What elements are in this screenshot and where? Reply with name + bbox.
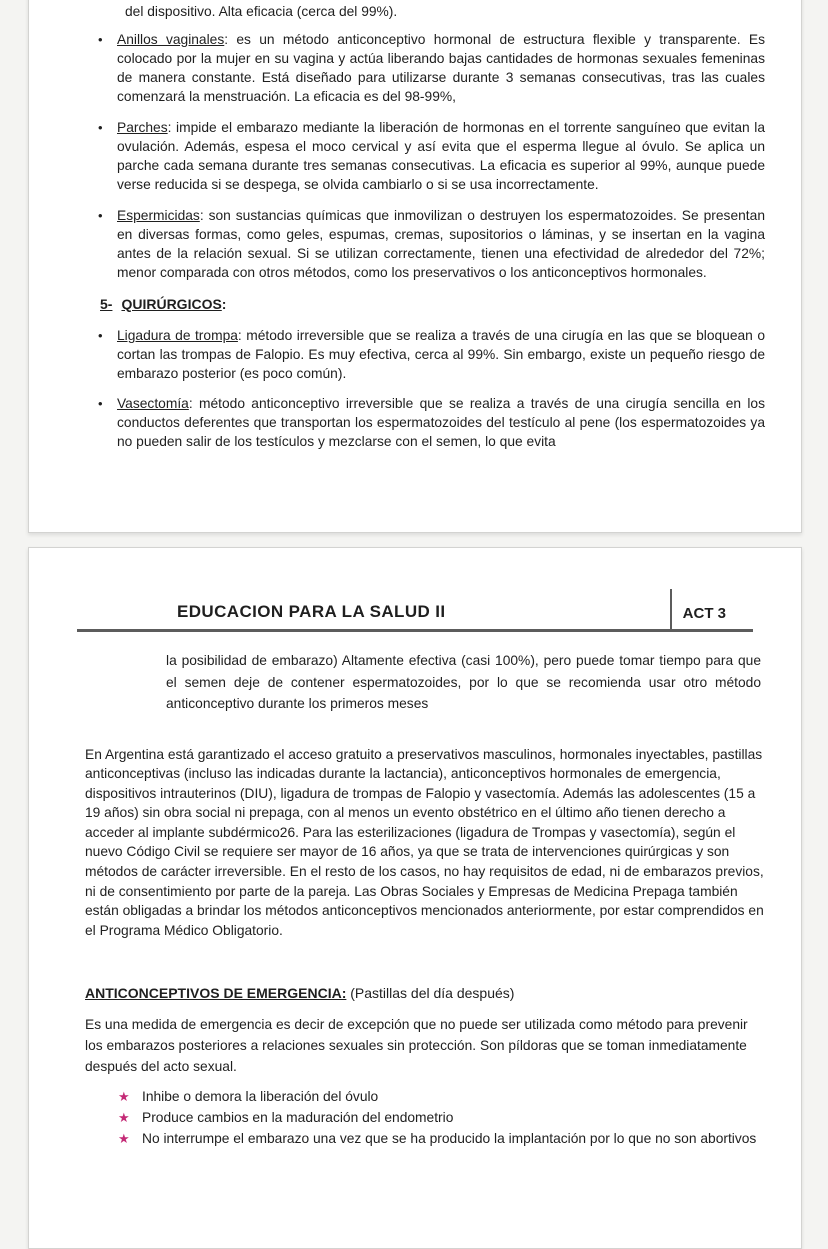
list-item [98,206,765,282]
method-description: : impide el embarazo mediante la liberación de hormonas en el torrente sanguíneo que evitan la ovulación. Además, espesa el moco cervical y así evita que el esperma llegue al óvulo. Se aplica un parche cada semana durante tres semanas consecutivas. La eficacia es superior al 99%, aunque puede verse reducida si se despega, se olvida cambiarlo o si se usa incorrectamente. [117,120,765,192]
emergency-point: No interrumpe el embarazo una vez que se ha producido la implantación por lo que no son abortivos [142,1131,757,1147]
emergency-point: Inhibe o demora la liberación del óvulo [142,1089,379,1105]
paragraph-continuation-top: del dispositivo. Alta eficacia (cerca del 99%). [125,4,398,19]
round-bullet-icon: • [98,328,103,343]
list-item [118,1107,773,1128]
round-bullet-icon: • [98,120,103,135]
method-term: Vasectomía [117,396,189,411]
list-item [98,30,765,106]
method-term: Anillos vaginales [117,32,225,47]
act-badge: ACT 3 [682,605,726,622]
round-bullet-icon: • [98,396,103,411]
list-item [98,394,765,451]
list-item [118,1086,773,1107]
surgical-methods-list [98,326,765,451]
emergency-heading-main: ANTICONCEPTIVOS DE EMERGENCIA: [85,985,347,1002]
method-term: Parches [117,120,168,135]
page-header [77,589,753,632]
method-term: Espermicidas [117,208,200,223]
section-heading-quirurgicos [100,295,765,314]
list-item [98,326,765,383]
section-colon: : [221,296,227,312]
document-page-2 [28,547,802,1249]
paragraph-argentina-access: En Argentina está garantizado el acceso gratuito a preservativos masculinos, hormonales inyectables, pastillas anticonceptivas (incluso las indicadas durante la lactancia), anticonceptivos hormonales de emergencia, dispositivos intrauterinos (DIU), ligadura de trompas de Falopio y vasectomía. Además las adolescentes (15 a 19 años) sin obra social ni prepaga, con al menos un evento obstétrico en el último año tienen derecho a acceder al implante subdérmico26. Para las esterilizaciones (ligadura de Trompas y vasectomía), según el nuevo Código Civil se requiere ser mayor de 16 años, ya que se trata de intervenciones quirúrgicas y son métodos de carácter irreversible. En el resto de los casos, no hay requisitos de edad, ni de embarazos previos, ni de consentimiento por parte de la pareja. Las Obras Sociales y Empresas de Medicina Prepaga también están obligadas a brindar los métodos anticonceptivos mencionados anteriormente, por estar comprendidos en el Programa Médico Obligatorio. [85,746,764,938]
paragraph-vasectomy-continuation: la posibilidad de embarazo) Altamente efectiva (casi 100%), pero puede tomar tiempo para que el semen deje de contener espermatozoides, por lo que se recomienda usar otro método anticonceptivo durante los primeros meses [166,653,761,711]
header-divider [670,589,672,629]
emergency-point: Produce cambios en la maduración del endometrio [142,1110,454,1126]
method-term: Ligadura de trompa [117,328,238,343]
hormonal-methods-list [98,30,765,282]
star-bullet-icon: ★ [118,1110,130,1126]
method-description: : método anticonceptivo irreversible que se realiza a través de una cirugía sencilla en los conductos deferentes que transportan los espermatozoides del testículo al pene (los espermatozoides ya no pueden salir de los testículos y mezclarse con el semen, lo que evita [117,396,765,449]
emergency-heading-subtitle: (Pastillas del día después) [346,985,515,1002]
star-bullet-icon: ★ [118,1089,130,1105]
list-item [98,118,765,194]
section-number: 5- [100,296,113,312]
round-bullet-icon: • [98,32,103,47]
page-title: EDUCACION PARA LA SALUD II [177,602,446,621]
round-bullet-icon: • [98,208,103,223]
star-bullet-icon: ★ [118,1131,130,1147]
paragraph-emergency-intro: Es una medida de emergencia es decir de excepción que no puede ser utilizada como método para prevenir los embarazos posteriores a relaciones sexuales sin protección. Son píldoras que se toman inmediatamente después del acto sexual. [85,1017,748,1075]
method-description: : método irreversible que se realiza a través de una cirugía en las que se bloquean o cortan las trompas de Falopio. Es muy efectiva, cerca al 99%. Sin embargo, existe un pequeño riesgo de embarazo posterior (es poco común). [117,328,765,381]
list-item [118,1128,773,1149]
section-label: QUIRÚRGICOS [121,296,222,312]
emergency-points-list [49,1086,773,1149]
method-description: : son sustancias químicas que inmovilizan o destruyen los espermatozoides. Se presentan en diversas formas, como geles, espumas, cremas, supositorios o láminas, y se insertan en la vagina antes de la relación sexual. Si se utilizan correctamente, tienen una efectividad de alrededor del 72%; menor comparada con otros métodos, como los preservativos o los anticonceptivos hormonales. [117,208,765,280]
document-page-1 [28,0,802,533]
method-description: : es un método anticonceptivo hormonal de estructura flexible y transparente. Es colocado por la mujer en su vagina y actúa liberando bajas cantidades de hormonas sexuales femeninas de manera constante. Está diseñado para utilizarse durante 3 semanas consecutivas, tras las cuales comenzará la menstruación. La eficacia es del 98-99%, [117,32,765,104]
emergency-heading [85,984,773,1003]
